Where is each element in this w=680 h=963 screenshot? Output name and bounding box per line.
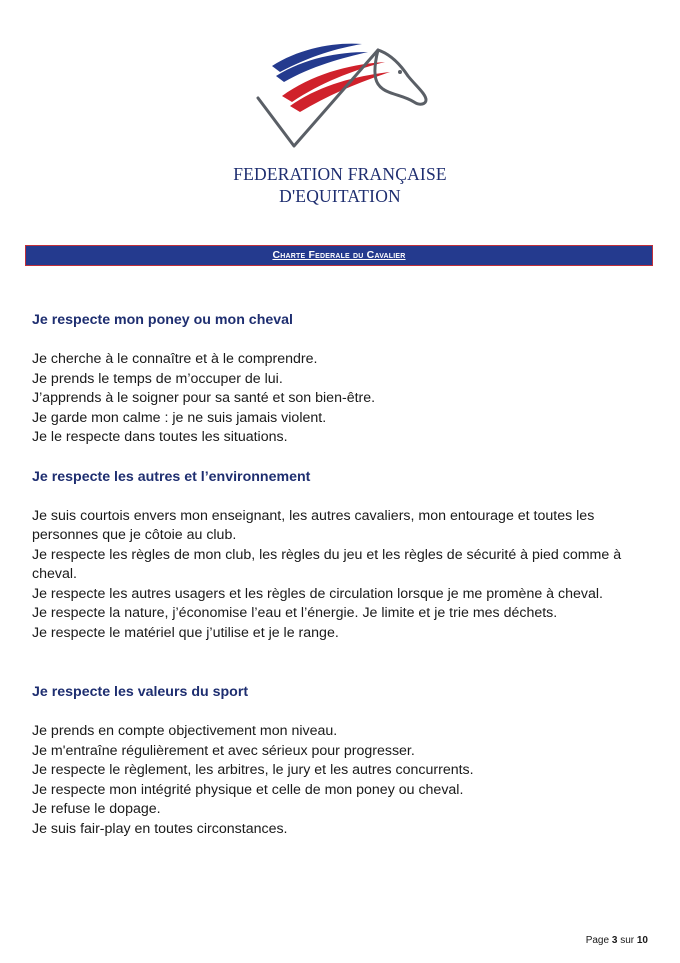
- horse-head-tricolor-icon: [250, 36, 440, 151]
- charter-title: Charte Federale du Cavalier: [272, 249, 406, 261]
- text-line: Je suis fair-play en toutes circonstances.: [32, 820, 288, 837]
- organization-name-line2: D'EQUITATION: [279, 186, 401, 206]
- page-sep: sur: [620, 935, 635, 946]
- page-number: [586, 935, 648, 946]
- text-line: J’apprends à le soigner pour sa santé et son bien-être.: [32, 390, 376, 406]
- text-line: Je respecte le règlement, les arbitres, le jury et les autres concurrents.: [32, 762, 474, 778]
- organization-name-line1: FEDERATION FRANÇAISE: [233, 164, 447, 184]
- text-line: Je prends en compte objectivement mon niveau.: [32, 723, 338, 739]
- charter-content: [32, 310, 652, 839]
- page-label: Page: [585, 935, 610, 946]
- text-line: Je le respecte dans toutes les situations.: [32, 429, 288, 445]
- ffe-logo: [250, 36, 440, 151]
- charter-title-banner: [25, 245, 653, 266]
- total-pages: 10: [636, 935, 648, 946]
- current-page: 3: [611, 935, 618, 946]
- section-heading-respect-horse: Je respecte mon poney ou mon cheval: [32, 312, 293, 328]
- text-line: Je respecte la nature, j’économise l’eau et l’énergie. Je limite et je trie mes déchets.: [32, 605, 558, 621]
- section-heading-respect-others: Je respecte les autres et l’environnement: [32, 468, 311, 485]
- text-line: Je respecte les règles de mon club, les règles du jeu et les règles de sécurité à pied comme à cheval.: [32, 546, 622, 582]
- text-line: Je prends le temps de m’occuper de lui.: [32, 370, 283, 387]
- text-line: Je m'entraîne régulièrement et avec sérieux pour progresser.: [32, 742, 415, 759]
- text-line: Je garde mon calme : je ne suis jamais violent.: [32, 409, 327, 426]
- text-line: Je cherche à le connaître et à le comprendre.: [32, 351, 318, 367]
- section-heading-sport-values: Je respecte les valeurs du sport: [32, 684, 249, 700]
- text-line: Je respecte mon intégrité physique et celle de mon poney ou cheval.: [32, 781, 464, 798]
- text-line: Je respecte le matériel que j’utilise et je le range.: [32, 624, 339, 641]
- text-line: Je refuse le dopage.: [32, 801, 161, 817]
- text-line: Je suis courtois envers mon enseignant, les autres cavaliers, mon entourage et toutes les personnes que je côtoie au club.: [32, 507, 595, 543]
- text-line: Je respecte les autres usagers et les règles de circulation lorsque je me promène à cheval.: [32, 585, 603, 602]
